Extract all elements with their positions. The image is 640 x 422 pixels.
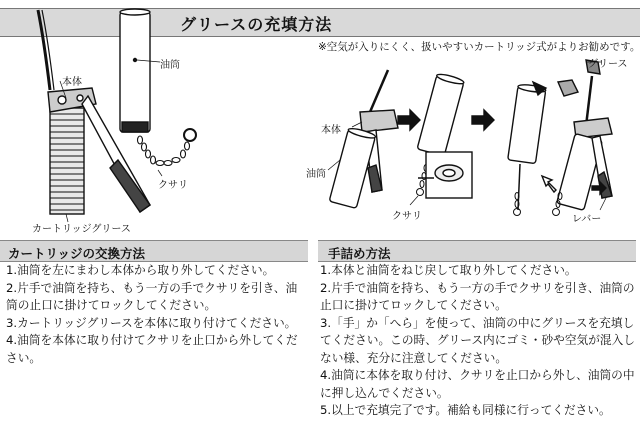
cartridge-step-4: 4.油筒を本体に取り付けてクサリを止口から外してください。 (6, 333, 298, 365)
manual-section-title: 手詰め方法 (328, 246, 391, 261)
label-cylinder-left: 油筒 (160, 60, 180, 71)
cartridge-section-title: カートリッジの交換方法 (8, 246, 146, 261)
label-lever-right: レバー (572, 214, 602, 225)
manual-step-3: 3.「手」か「へら」を使って、油筒の中にグリースを充填してください。この時、グリース内にゴミ・砂や空気が混入しない様、充分に注意してください。 (320, 315, 635, 365)
manual-steps (320, 262, 636, 420)
cartridge-steps (6, 262, 306, 367)
manual-step-5: 5.以上で充填完了です。補給も同様に行ってください。 (320, 403, 611, 417)
cartridge-step-1: 1.油筒を左にまわし本体から取り外してください。 (6, 263, 275, 277)
label-chain-left: クサリ (158, 180, 188, 191)
label-cylinder-right: 油筒 (306, 169, 326, 180)
cartridge-step-2: 2.片手で油筒を持ち、もう一方の手でクサリを引き、油筒の止口に掛けてロックしてください。 (6, 280, 298, 312)
label-chain-right: クサリ (392, 211, 422, 222)
page-title: グリースの充填方法 (180, 15, 333, 34)
label-body-right: 本体 (321, 125, 341, 136)
manual-step-2: 2.片手で油筒を持ち、もう一方の手でクサリを引き、油筒の止口に掛けてロックしてください。 (320, 280, 635, 312)
label-cartridge-grease: カートリッジグリース (32, 224, 131, 235)
manual-step-1: 1.本体と油筒をねじ戻して取り外してください。 (320, 263, 577, 277)
label-body-left: 本体 (62, 77, 82, 88)
recommendation-note: ※空気が入りにくく、扱いやすいカートリッジ式がよりお勧めです。 (318, 41, 640, 53)
cartridge-step-3: 3.カートリッジグリースを本体に取り付けてください。 (6, 315, 297, 330)
label-grease-right: グリース (588, 59, 628, 70)
manual-step-4: 4.油筒に本体を取り付け、クサリを止口から外し、油筒の中に押し込んでください。 (320, 368, 635, 400)
